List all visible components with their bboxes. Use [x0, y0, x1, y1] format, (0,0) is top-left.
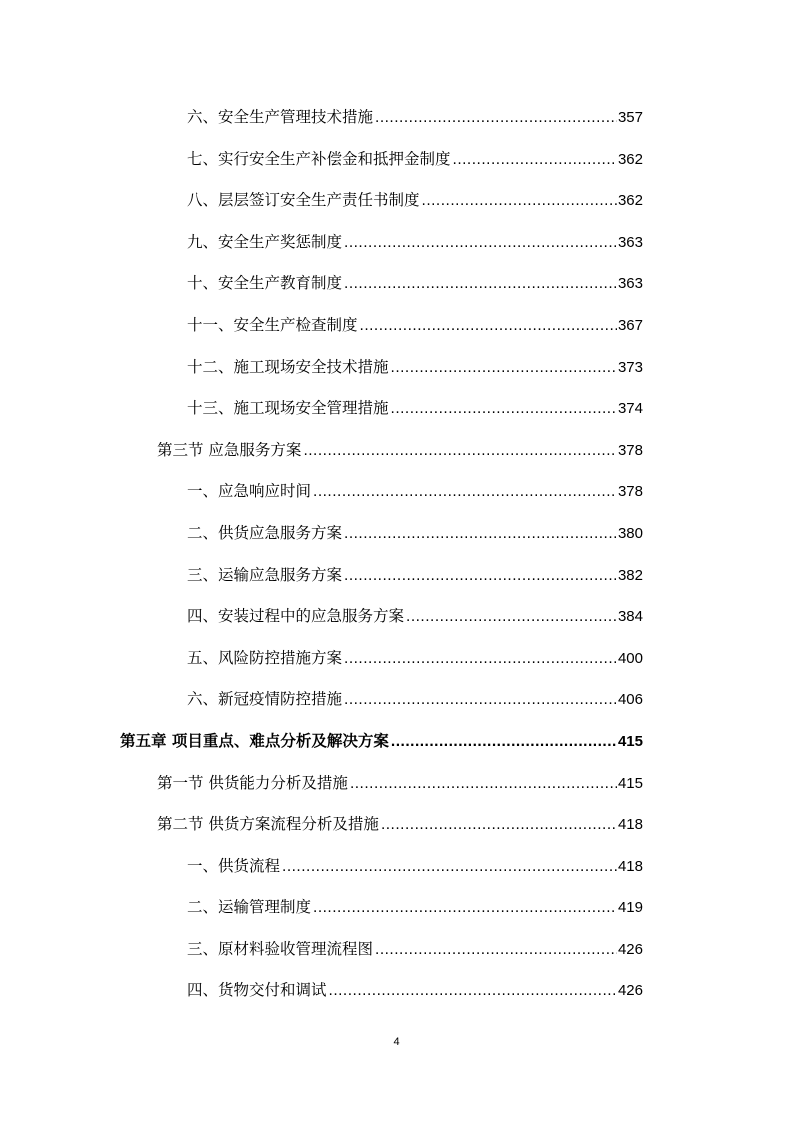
toc-entry-row — [187, 970, 643, 1012]
toc-entry-page: 384 — [617, 608, 643, 626]
dot-leader — [391, 388, 617, 430]
dot-leader — [313, 887, 617, 929]
toc-entry-title: 一、供货流程 — [187, 856, 281, 875]
dot-leader — [344, 222, 617, 264]
toc-entry-row — [187, 180, 643, 222]
dot-leader — [453, 139, 617, 181]
toc-entry-title: 一、应急响应时间 — [187, 482, 312, 501]
toc-entry-row — [187, 555, 643, 597]
toc-entry-row — [157, 430, 643, 472]
toc-entry-page: 406 — [617, 691, 643, 709]
toc-entry-page: 363 — [617, 275, 643, 293]
dot-leader — [360, 305, 617, 347]
toc-entry[interactable] — [0, 763, 793, 805]
toc-entry-page: 415 — [617, 732, 643, 750]
toc-entry-row — [187, 679, 643, 721]
toc-entry-row — [187, 305, 643, 347]
toc-entry-page: 415 — [617, 774, 643, 792]
toc-entry-row — [120, 721, 643, 763]
toc-entry[interactable] — [0, 222, 793, 264]
dot-leader — [344, 679, 617, 721]
toc-entry-title: 四、货物交付和调试 — [187, 981, 327, 1000]
toc-entry-row — [187, 97, 643, 139]
toc-entry-page: 426 — [617, 940, 643, 958]
toc-entry-title: 十二、施工现场安全技术措施 — [187, 357, 389, 376]
dot-leader — [350, 763, 617, 805]
toc-entry-page: 418 — [617, 857, 643, 875]
toc-entry-page: 374 — [617, 400, 643, 418]
dot-leader — [375, 97, 617, 139]
toc-entry-row — [187, 929, 643, 971]
toc-entry-row — [187, 638, 643, 680]
toc-entry-page: 400 — [617, 649, 643, 667]
toc-entry[interactable] — [0, 305, 793, 347]
toc-entry-title: 十三、施工现场安全管理措施 — [187, 399, 389, 418]
toc-entry-title: 第一节 供货能力分析及措施 — [157, 773, 348, 792]
dot-leader — [391, 347, 617, 389]
toc-entry[interactable] — [0, 180, 793, 222]
toc-entry[interactable] — [0, 388, 793, 430]
dot-leader — [344, 263, 617, 305]
dot-leader — [381, 804, 617, 846]
toc-entry[interactable] — [0, 430, 793, 472]
toc-entry-title: 二、供货应急服务方案 — [187, 523, 343, 542]
dot-leader — [375, 929, 617, 971]
toc-entry[interactable] — [0, 846, 793, 888]
toc-entry-page: 363 — [617, 233, 643, 251]
toc-entry-row — [157, 763, 643, 805]
toc-entry-title: 六、新冠疫情防控措施 — [187, 690, 343, 709]
toc-entry-title: 七、实行安全生产补偿金和抵押金制度 — [187, 149, 451, 168]
toc-entry[interactable] — [0, 721, 793, 763]
toc-entry-row — [157, 804, 643, 846]
dot-leader — [391, 721, 617, 763]
toc-entry-title: 三、原材料验收管理流程图 — [187, 939, 374, 958]
toc-entry-title: 五、风险防控措施方案 — [187, 648, 343, 667]
toc-entry[interactable] — [0, 139, 793, 181]
dot-leader — [282, 846, 617, 888]
toc-entry-title: 十、安全生产教育制度 — [187, 274, 343, 293]
dot-leader — [344, 555, 617, 597]
toc-entry[interactable] — [0, 596, 793, 638]
toc-entry-title: 二、运输管理制度 — [187, 898, 312, 917]
toc-entry-page: 362 — [617, 150, 643, 168]
table-of-contents — [0, 97, 793, 1012]
toc-entry-title: 六、安全生产管理技术措施 — [187, 108, 374, 126]
toc-entry[interactable] — [0, 638, 793, 680]
toc-entry[interactable] — [0, 970, 793, 1012]
toc-entry-title: 八、层层签订安全生产责任书制度 — [187, 191, 420, 210]
toc-entry[interactable] — [0, 347, 793, 389]
toc-entry-page: 378 — [617, 483, 643, 501]
toc-entry-page: 419 — [617, 899, 643, 917]
toc-entry-page: 378 — [617, 441, 643, 459]
page-number: 4 — [393, 1036, 400, 1048]
toc-entry-title: 四、安装过程中的应急服务方案 — [187, 607, 405, 626]
toc-entry-page: 380 — [617, 524, 643, 542]
toc-entry-page: 426 — [617, 982, 643, 1000]
toc-entry[interactable] — [0, 97, 793, 139]
dot-leader — [344, 638, 617, 680]
toc-entry-page: 367 — [617, 316, 643, 334]
toc-entry-title: 九、安全生产奖惩制度 — [187, 232, 343, 251]
dot-leader — [303, 430, 617, 472]
toc-entry[interactable] — [0, 513, 793, 555]
toc-entry-row — [187, 222, 643, 264]
toc-entry-page: 382 — [617, 566, 643, 584]
toc-entry[interactable] — [0, 679, 793, 721]
toc-entry-title: 三、运输应急服务方案 — [187, 565, 343, 584]
dot-leader — [406, 596, 617, 638]
toc-entry-title: 第五章 项目重点、难点分析及解决方案 — [120, 731, 389, 750]
toc-entry[interactable] — [0, 887, 793, 929]
dot-leader — [329, 970, 617, 1012]
toc-entry-row — [187, 347, 643, 389]
toc-entry-title: 第二节 供货方案流程分析及措施 — [157, 815, 379, 834]
toc-entry[interactable] — [0, 471, 793, 513]
toc-entry-title: 十一、安全生产检查制度 — [187, 315, 358, 334]
toc-entry[interactable] — [0, 555, 793, 597]
toc-entry-row — [187, 139, 643, 181]
toc-entry-row — [187, 471, 643, 513]
dot-leader — [313, 471, 617, 513]
toc-entry[interactable] — [0, 804, 793, 846]
toc-entry-row — [187, 596, 643, 638]
toc-entry[interactable] — [0, 929, 793, 971]
toc-entry-page: 418 — [617, 816, 643, 834]
dot-leader — [422, 180, 617, 222]
toc-entry-row — [187, 388, 643, 430]
toc-entry-row — [187, 263, 643, 305]
toc-entry-row — [187, 513, 643, 555]
toc-entry-page: 373 — [617, 358, 643, 376]
dot-leader — [344, 513, 617, 555]
toc-entry-title: 第三节 应急服务方案 — [157, 440, 302, 459]
toc-entry-row — [187, 887, 643, 929]
toc-entry[interactable] — [0, 263, 793, 305]
toc-entry-row — [187, 846, 643, 888]
toc-entry-page: 362 — [617, 192, 643, 210]
toc-entry-page: 357 — [617, 109, 643, 126]
